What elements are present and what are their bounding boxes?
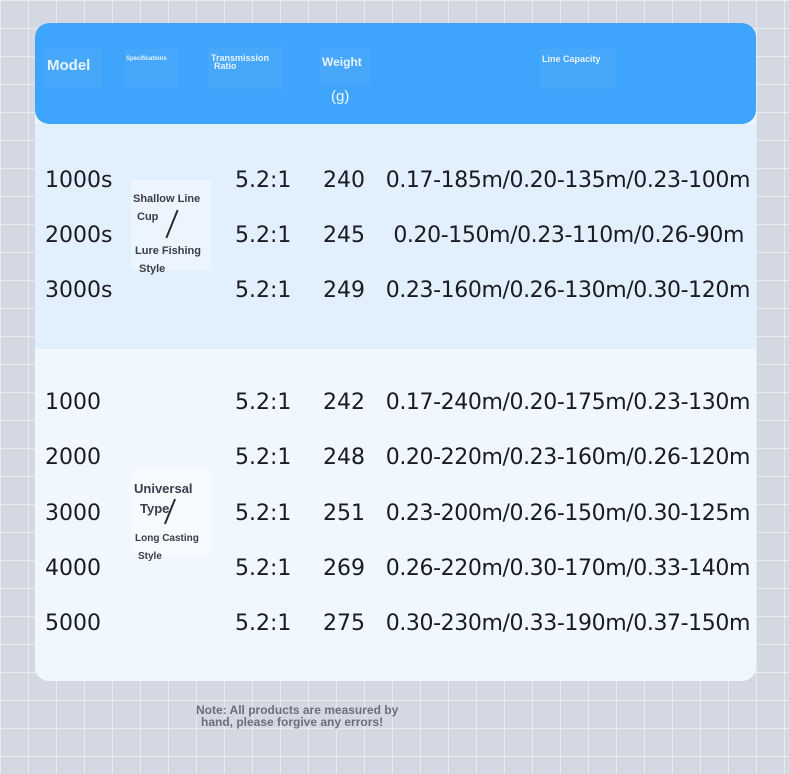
- row-weight: 251: [323, 501, 365, 526]
- spec-top-label: [134, 474, 193, 514]
- row-capacity: 0.17-185m/0.20-135m/0.23-100m: [385, 168, 750, 193]
- spec-label-box: [131, 469, 211, 562]
- row-ratio: 5.2:1: [235, 223, 292, 248]
- spec-top-line2: Cup: [137, 211, 159, 223]
- row-weight: 245: [323, 223, 365, 248]
- row-ratio: 5.2:1: [235, 556, 292, 581]
- row-capacity: 0.30-230m/0.33-190m/0.37-150m: [385, 611, 750, 636]
- table-group-universal: [35, 349, 756, 681]
- table-header: [35, 23, 756, 124]
- row-weight: 240: [323, 168, 365, 193]
- row-model: 3000s: [45, 278, 113, 303]
- row-ratio: 5.2:1: [235, 390, 292, 415]
- spec-top-line2: Type: [140, 501, 170, 516]
- header-weight: Weight: [320, 49, 370, 85]
- spec-label-box: [131, 180, 211, 275]
- header-transmission-ratio: [208, 47, 282, 89]
- row-model: 2000s: [45, 223, 113, 248]
- spec-table-card: [35, 23, 756, 681]
- spec-top-label: [133, 186, 200, 222]
- header-model: Model: [45, 49, 102, 87]
- header-ratio-line1: Transmission: [211, 53, 270, 63]
- row-model: 3000: [45, 501, 101, 526]
- row-model: 5000: [45, 611, 101, 636]
- header-line-capacity: Line Capacity: [540, 49, 616, 89]
- spec-bottom-line2: Style: [139, 263, 166, 275]
- row-model: 1000: [45, 390, 101, 415]
- measurement-note: [196, 704, 436, 728]
- row-model: 4000: [45, 556, 101, 581]
- note-line1: Note: All products are measured by: [196, 703, 399, 717]
- row-ratio: 5.2:1: [235, 445, 292, 470]
- note-line2: hand, please forgive any errors!: [201, 715, 384, 729]
- row-capacity: 0.26-220m/0.30-170m/0.33-140m: [385, 556, 750, 581]
- row-ratio: 5.2:1: [235, 278, 292, 303]
- spec-top-line1: Universal: [134, 481, 193, 496]
- row-ratio: 5.2:1: [235, 168, 292, 193]
- table-group-shallow-cup: [35, 124, 756, 349]
- row-model: 1000s: [45, 168, 113, 193]
- row-weight: 269: [323, 556, 365, 581]
- row-weight: 249: [323, 278, 365, 303]
- spec-bottom-line1: Long Casting: [135, 533, 199, 544]
- header-specifications: Specifications: [125, 49, 178, 87]
- row-capacity: 0.20-150m/0.23-110m/0.26-90m: [393, 223, 744, 248]
- row-ratio: 5.2:1: [235, 611, 292, 636]
- spec-bottom-line2: Style: [138, 551, 162, 562]
- row-capacity: 0.17-240m/0.20-175m/0.23-130m: [385, 390, 750, 415]
- row-weight: 248: [323, 445, 365, 470]
- row-weight: 275: [323, 611, 365, 636]
- row-ratio: 5.2:1: [235, 501, 292, 526]
- spec-top-line1: Shallow Line: [133, 193, 201, 205]
- spec-bottom-line1: Lure Fishing: [135, 245, 201, 257]
- row-weight: 242: [323, 390, 365, 415]
- header-weight-unit: (g): [331, 88, 350, 105]
- spec-bottom-label: [135, 238, 201, 274]
- row-capacity: 0.23-160m/0.26-130m/0.30-120m: [385, 278, 750, 303]
- row-capacity: 0.20-220m/0.23-160m/0.26-120m: [385, 445, 750, 470]
- row-model: 2000: [45, 445, 101, 470]
- spec-bottom-label: [135, 525, 199, 561]
- header-ratio-line2: Ratio: [214, 61, 237, 71]
- row-capacity: 0.23-200m/0.26-150m/0.30-125m: [385, 501, 750, 526]
